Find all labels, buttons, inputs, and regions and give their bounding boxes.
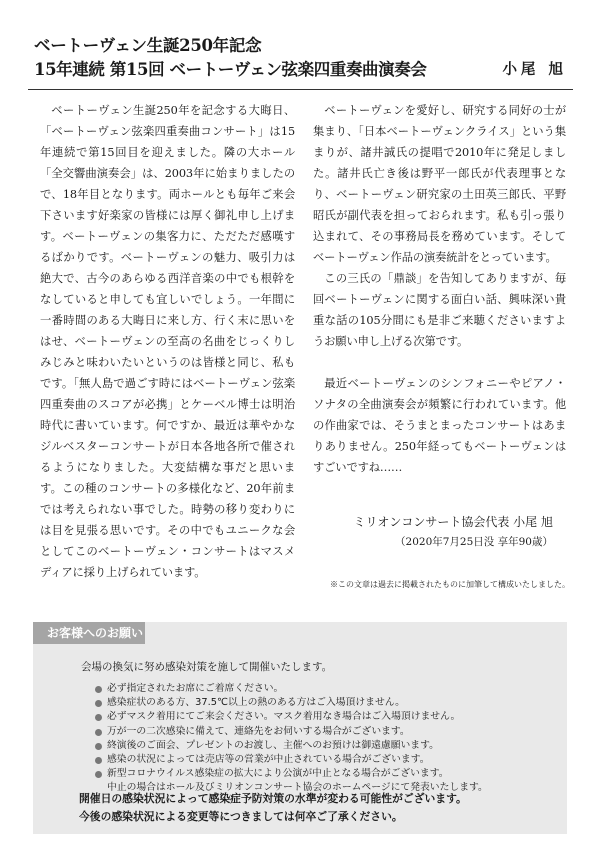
notice-box (33, 622, 567, 834)
notice-list (95, 682, 488, 796)
article-paragraph: ベートーヴェン生誕250年を記念する大晦日、「ベートーヴェン弦楽四重奏曲コンサート」は15年連続で第15回目を迎えました。隣の大ホール「全交響曲演奏会」は、2003年に始まりましたので、18年目となります。両ホールとも毎年ご来会下さいます好楽家の皆様には厚く御礼申し上げます。ベートーヴェンの集客力に、ただただ感嘆するばかりです。ベートーヴェンの魅力、吸引力は絶大で、古今のあらゆる西洋音楽の中でも根幹をなしていると申しても宜しいでしょう。一年間に一番時間のある大晦日に来し方、行く末に思いをはせ、ベートーヴェンの至高の名曲をじっくりしみじみと味わいたいというのは皆様と同じ、私もです。「無人島で過ごす時にはベートーヴェン弦楽四重奏曲のスコアが必携」とケーベル博士は明治時代に書いています。何ですか、最近は華やかなジルベスターコンサートが日本各地各所で催されるようになりました。大変結構な事だと思います。この種のコンサートの多様化など、20年前までは考えられない事でした。時勢の移り変わりには目を見張る思いです。その中でもユニークな会としてこのベートーヴェン・コンサートはマスメディアに採り上げられています。 (40, 104, 295, 579)
notice-warning (79, 790, 467, 826)
title-line-1: ベートーヴェン生誕250年記念 (34, 36, 262, 55)
list-item: 万が一の二次感染に備えて、連絡先をお伺いする場合がございます。 (95, 725, 488, 739)
list-item-continuation: 中止の場合はホール及びミリオンコンサート協会のホームページにて発表いたします。 (107, 782, 488, 794)
bullet-icon (95, 729, 102, 736)
list-item: 感染の状況によっては売店等の営業が中止されている場合がございます。 (95, 753, 488, 767)
signature-block (313, 512, 553, 552)
list-item: 終演後のご面会、プレゼントのお渡し、主催へのお預けは御遠慮願います。 (95, 739, 488, 753)
article-paragraph: 最近ベートーヴェンのシンフォニーやピアノ・ソナタの全曲演奏会が頻繁に行われています。他の作曲家では、そうまとまったコンサートはあまりありません。250年経ってもベートーヴェンはすごいですね…… (313, 377, 566, 474)
header-divider (28, 89, 573, 90)
signature-name: ミリオンコンサート協会代表 小尾 旭 (353, 515, 553, 529)
list-item: 必ず指定されたお席にご着席ください。 (95, 682, 488, 696)
list-item: 感染症状のある方、37.5℃以上の熱のある方はご入場頂けません。 (95, 696, 488, 710)
list-item: 必ずマスク着用にてご来会ください。マスク着用なき場合はご入場頂けません。 (95, 710, 488, 724)
article-header (28, 28, 573, 90)
notice-warning-line-2: 今後の感染状況による変更等につきましては何卒ご了承ください。 (79, 810, 403, 823)
article-column-right (313, 100, 566, 478)
notice-intro: 会場の換気に努め感染対策を施して開催いたします。 (81, 661, 333, 673)
notice-warning-line-1: 開催日の感染状況によって感染症予防対策の水準が変わる可能性がございます。 (79, 792, 467, 805)
bullet-icon (95, 700, 102, 707)
signature-date: （2020年7月25日没 享年90歳） (395, 536, 553, 548)
footnote: ※この文章は過去に掲載されたものに加筆して構成いたしました。 (330, 580, 570, 589)
article-paragraph: この三氏の「鼎談」を告知してありますが、毎回ベートーヴェンに関する面白い話、興味深い貴重な話の105分間にも是非ご来聴くださいますようお願い申し上げる次第です。 (313, 272, 566, 348)
article-paragraph: ベートーヴェンを愛好し、研究する同好の士が集まり、「日本ベートーヴェンクライス」という集まりが、諸井誠氏の提唱で2010年に発足しました。諸井氏亡き後は野平一郎氏が代表理事となり、ベートーヴェン研究家の土田英三郎氏、平野昭氏が副代表を担っておられます。私も引っ張り込まれて、その事務局長を務めています。そしてベートーヴェン作品の演奏統計をとっています。 (313, 104, 566, 264)
bullet-icon (95, 714, 102, 721)
notice-tab-label: お客様へのお願い (33, 622, 145, 644)
bullet-icon (95, 686, 102, 693)
list-item: 新型コロナウイルス感染症の拡大により公演が中止となる場合がございます。 中止の場合はホール及びミリオンコンサート協会のホームページにて発表いたします。 (95, 767, 488, 795)
title-line-2: 15年連続 第15回 ベートーヴェン弦楽四重奏曲演奏会 (34, 60, 427, 79)
author-name: 小尾 旭 (502, 61, 567, 78)
bullet-icon (95, 757, 102, 764)
bullet-icon (95, 771, 102, 778)
article-column-left (40, 100, 295, 583)
bullet-icon (95, 743, 102, 750)
